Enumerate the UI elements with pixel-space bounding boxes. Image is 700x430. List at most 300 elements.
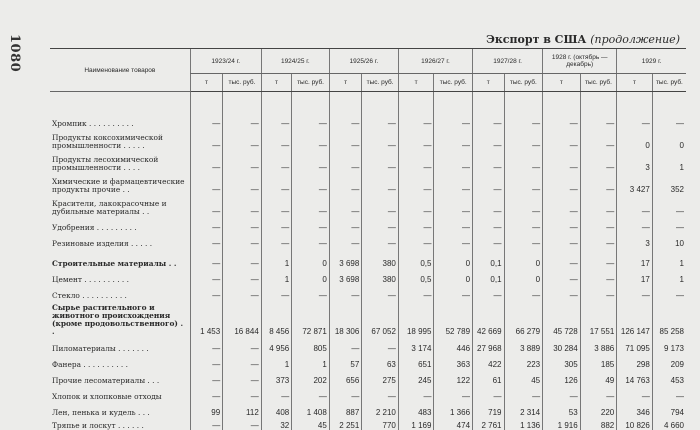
row-value: — <box>190 150 223 172</box>
row-value: 4 660 <box>652 417 686 430</box>
row-value: — <box>504 284 543 300</box>
row-value: 0,1 <box>473 248 504 268</box>
row-label: Хлопок и хлопковые отходы <box>50 385 190 401</box>
row-value: 17 551 <box>580 300 617 336</box>
row-value: 1 <box>292 353 330 369</box>
unit-header: т <box>543 74 581 92</box>
row-value: — <box>543 232 581 248</box>
unit-header: т <box>329 74 362 92</box>
row-value: 1 408 <box>292 401 330 417</box>
row-label: Тряпье и лоскут . . . . . . <box>50 417 190 430</box>
row-value: 805 <box>292 336 330 353</box>
row-value: — <box>329 216 362 232</box>
row-value: — <box>362 128 399 150</box>
row-label: Лен, пенька и кудель . . . <box>50 401 190 417</box>
row-value: — <box>617 194 653 216</box>
table-row <box>50 216 686 232</box>
row-value: — <box>473 232 504 248</box>
table-row <box>50 401 686 417</box>
row-value: 2 314 <box>504 401 543 417</box>
row-value: 882 <box>580 417 617 430</box>
row-value: 0,1 <box>473 268 504 284</box>
row-value: 887 <box>329 401 362 417</box>
row-label: Резиновые изделия . . . . . <box>50 232 190 248</box>
row-value: — <box>292 128 330 150</box>
row-value: — <box>261 216 291 232</box>
name-column-header: Наименование товаров <box>50 49 190 92</box>
row-value: 275 <box>362 369 399 385</box>
row-value: 1 366 <box>434 401 473 417</box>
row-value: 4 956 <box>261 336 291 353</box>
row-value: 1 <box>652 268 686 284</box>
row-value: 0 <box>652 128 686 150</box>
row-value: — <box>434 284 473 300</box>
row-value: — <box>398 172 434 194</box>
year-header: 1927/28 г. <box>473 49 543 74</box>
row-value: — <box>362 336 399 353</box>
table-row <box>50 268 686 284</box>
row-value: 63 <box>362 353 399 369</box>
row-value: 2 761 <box>473 417 504 430</box>
header-title: Экспорт в США <box>486 33 586 46</box>
row-value: — <box>261 284 291 300</box>
row-value: 27 968 <box>473 336 504 353</box>
row-value: — <box>223 150 262 172</box>
unit-header: т <box>473 74 504 92</box>
row-value: — <box>580 110 617 128</box>
row-value: — <box>580 268 617 284</box>
row-value: 112 <box>223 401 262 417</box>
row-value: — <box>543 385 581 401</box>
row-value: — <box>223 268 262 284</box>
row-value: 185 <box>580 353 617 369</box>
year-header: 1924/25 г. <box>261 49 329 74</box>
row-value: — <box>261 232 291 248</box>
table-row <box>50 385 686 401</box>
row-value: 53 <box>543 401 581 417</box>
row-value: — <box>543 194 581 216</box>
row-value: 0 <box>434 268 473 284</box>
row-value: — <box>190 369 223 385</box>
unit-header: тыс. руб. <box>580 74 617 92</box>
row-value: — <box>223 336 262 353</box>
export-table <box>50 48 686 430</box>
row-label: Красители, лакокрасочные и дубильные материалы . . <box>50 194 190 216</box>
row-value: — <box>580 232 617 248</box>
row-value: — <box>329 232 362 248</box>
row-value: — <box>504 150 543 172</box>
row-value: 16 844 <box>223 300 262 336</box>
row-value: — <box>223 385 262 401</box>
row-value: — <box>398 110 434 128</box>
row-value: 223 <box>504 353 543 369</box>
row-value: — <box>434 150 473 172</box>
row-value: — <box>292 110 330 128</box>
unit-header: т <box>261 74 291 92</box>
row-value: — <box>292 232 330 248</box>
row-value: — <box>362 110 399 128</box>
unit-header: тыс. руб. <box>292 74 330 92</box>
row-value: 380 <box>362 268 399 284</box>
row-value: — <box>504 232 543 248</box>
row-value: — <box>652 216 686 232</box>
row-label: Сырье растительного и животного происхождения (кроме продовольственного) . . <box>50 300 190 336</box>
row-label: Продукты коксохимической промышленности . . . . . <box>50 128 190 150</box>
row-value: 45 728 <box>543 300 581 336</box>
row-value: 72 871 <box>292 300 330 336</box>
row-value: — <box>473 194 504 216</box>
table-row <box>50 369 686 385</box>
row-value: — <box>504 110 543 128</box>
row-value: — <box>223 194 262 216</box>
table-row <box>50 353 686 369</box>
row-value: — <box>580 248 617 268</box>
row-value: — <box>261 194 291 216</box>
row-value: 17 <box>617 248 653 268</box>
row-value: — <box>190 128 223 150</box>
year-header: 1928 г. (октябрь — декабрь) <box>543 49 617 74</box>
row-value: 1 <box>652 248 686 268</box>
row-value: 0 <box>617 128 653 150</box>
row-value: 363 <box>434 353 473 369</box>
row-value: 99 <box>190 401 223 417</box>
row-value: — <box>434 128 473 150</box>
row-value: — <box>543 172 581 194</box>
unit-header: тыс. руб. <box>504 74 543 92</box>
row-value: 719 <box>473 401 504 417</box>
row-value: — <box>223 128 262 150</box>
row-value: 17 <box>617 268 653 284</box>
row-value: 422 <box>473 353 504 369</box>
row-value: — <box>580 216 617 232</box>
row-value: 8 456 <box>261 300 291 336</box>
row-label: Прочие лесоматериалы . . . <box>50 369 190 385</box>
row-value: — <box>190 248 223 268</box>
row-value: — <box>223 353 262 369</box>
row-value: 45 <box>504 369 543 385</box>
table-row <box>50 194 686 216</box>
row-value: — <box>617 216 653 232</box>
row-value: 1 <box>652 150 686 172</box>
row-value: 0 <box>504 248 543 268</box>
row-value: 352 <box>652 172 686 194</box>
row-value: — <box>362 194 399 216</box>
row-value: — <box>504 216 543 232</box>
unit-header: тыс. руб. <box>434 74 473 92</box>
row-value: — <box>580 284 617 300</box>
row-label: Стекло . . . . . . . . . . <box>50 284 190 300</box>
row-value: 30 284 <box>543 336 581 353</box>
table-body <box>50 92 686 430</box>
row-value: — <box>504 128 543 150</box>
row-value: 126 <box>543 369 581 385</box>
row-value: 3 427 <box>617 172 653 194</box>
row-value: 1 <box>261 248 291 268</box>
row-value: — <box>223 232 262 248</box>
row-value: 10 <box>652 232 686 248</box>
row-value: — <box>398 194 434 216</box>
row-value: 18 306 <box>329 300 362 336</box>
row-value: 483 <box>398 401 434 417</box>
row-value: — <box>434 216 473 232</box>
row-value: — <box>329 194 362 216</box>
page-header <box>486 33 680 46</box>
row-value: — <box>261 172 291 194</box>
row-value: — <box>190 284 223 300</box>
row-value: — <box>398 232 434 248</box>
row-label: Цемент . . . . . . . . . . <box>50 268 190 284</box>
row-value: — <box>434 385 473 401</box>
spacer-row <box>50 92 686 111</box>
row-value: 474 <box>434 417 473 430</box>
row-value: — <box>292 284 330 300</box>
row-value: — <box>652 385 686 401</box>
row-value: 1 <box>261 353 291 369</box>
row-label: Фанера . . . . . . . . . . <box>50 353 190 369</box>
row-value: 14 763 <box>617 369 653 385</box>
year-header: 1926/27 г. <box>398 49 472 74</box>
row-value: — <box>190 268 223 284</box>
row-label: Удобрения . . . . . . . . . <box>50 216 190 232</box>
row-value: — <box>292 216 330 232</box>
row-value: — <box>434 110 473 128</box>
row-value: — <box>190 385 223 401</box>
row-value: 126 147 <box>617 300 653 336</box>
row-value: 3 174 <box>398 336 434 353</box>
row-value: 2 251 <box>329 417 362 430</box>
row-value: — <box>434 172 473 194</box>
row-value: — <box>543 284 581 300</box>
row-value: 0,5 <box>398 248 434 268</box>
row-value: — <box>223 284 262 300</box>
row-value: 453 <box>652 369 686 385</box>
row-value: 18 995 <box>398 300 434 336</box>
row-value: 0 <box>504 268 543 284</box>
row-value: 220 <box>580 401 617 417</box>
row-value: 3 886 <box>580 336 617 353</box>
table-row <box>50 248 686 268</box>
row-label: Пиломатериалы . . . . . . . <box>50 336 190 353</box>
row-value: — <box>580 172 617 194</box>
row-value: — <box>580 150 617 172</box>
row-value: 2 210 <box>362 401 399 417</box>
row-value: — <box>329 284 362 300</box>
row-value: 3 698 <box>329 268 362 284</box>
row-value: — <box>223 248 262 268</box>
row-value: — <box>543 128 581 150</box>
row-value: — <box>398 284 434 300</box>
row-value: 10 826 <box>617 417 653 430</box>
row-value: — <box>580 385 617 401</box>
table-row <box>50 150 686 172</box>
row-value: 85 258 <box>652 300 686 336</box>
row-value: — <box>362 172 399 194</box>
year-header: 1925/26 г. <box>329 49 398 74</box>
row-value: 408 <box>261 401 291 417</box>
row-value: — <box>473 385 504 401</box>
row-value: — <box>362 284 399 300</box>
row-value: 1 169 <box>398 417 434 430</box>
row-value: 1 453 <box>190 300 223 336</box>
row-value: — <box>434 232 473 248</box>
row-value: 0 <box>292 248 330 268</box>
row-value: 3 889 <box>504 336 543 353</box>
row-value: — <box>190 232 223 248</box>
row-value: — <box>652 194 686 216</box>
row-value: — <box>543 248 581 268</box>
row-value: — <box>473 216 504 232</box>
row-value: 202 <box>292 369 330 385</box>
row-value: 3 <box>617 150 653 172</box>
row-value: — <box>223 216 262 232</box>
row-value: 298 <box>617 353 653 369</box>
row-value: — <box>504 172 543 194</box>
row-value: — <box>617 284 653 300</box>
row-value: 446 <box>434 336 473 353</box>
unit-header: тыс. руб. <box>223 74 262 92</box>
row-value: — <box>543 216 581 232</box>
row-value: — <box>261 128 291 150</box>
year-header: 1923/24 г. <box>190 49 261 74</box>
row-value: 0 <box>292 268 330 284</box>
unit-header: тыс. руб. <box>652 74 686 92</box>
row-value: 66 279 <box>504 300 543 336</box>
row-value: 57 <box>329 353 362 369</box>
row-value: — <box>543 150 581 172</box>
row-value: — <box>504 194 543 216</box>
row-value: — <box>190 172 223 194</box>
row-value: 1 136 <box>504 417 543 430</box>
row-value: 0 <box>434 248 473 268</box>
row-value: 3 <box>617 232 653 248</box>
row-value: — <box>329 172 362 194</box>
row-value: — <box>652 110 686 128</box>
row-value: 794 <box>652 401 686 417</box>
row-value: — <box>362 150 399 172</box>
row-value: — <box>398 128 434 150</box>
row-value: — <box>398 385 434 401</box>
row-value: — <box>329 336 362 353</box>
table-row <box>50 417 686 430</box>
row-value: 346 <box>617 401 653 417</box>
row-value: — <box>473 284 504 300</box>
row-value: — <box>652 284 686 300</box>
row-value: 52 789 <box>434 300 473 336</box>
row-value: — <box>362 385 399 401</box>
table-row <box>50 172 686 194</box>
row-value: — <box>190 336 223 353</box>
row-value: — <box>362 232 399 248</box>
unit-header: т <box>398 74 434 92</box>
row-value: — <box>473 128 504 150</box>
unit-header: тыс. руб. <box>362 74 399 92</box>
row-label: Химические и фармацевтические продукты прочие . . <box>50 172 190 194</box>
row-value: — <box>473 150 504 172</box>
row-value: — <box>398 150 434 172</box>
row-value: 380 <box>362 248 399 268</box>
row-value: 209 <box>652 353 686 369</box>
row-value: — <box>580 128 617 150</box>
row-value: — <box>434 194 473 216</box>
row-value: 656 <box>329 369 362 385</box>
row-value: — <box>190 194 223 216</box>
row-value: 770 <box>362 417 399 430</box>
row-value: — <box>329 385 362 401</box>
row-value: 1 916 <box>543 417 581 430</box>
row-value: — <box>292 172 330 194</box>
row-value: — <box>223 110 262 128</box>
row-value: — <box>617 110 653 128</box>
row-value: — <box>543 110 581 128</box>
row-value: 651 <box>398 353 434 369</box>
row-value: 67 052 <box>362 300 399 336</box>
row-value: — <box>190 417 223 430</box>
row-label: Продукты лесохимической промышленности . . . . <box>50 150 190 172</box>
row-value: — <box>190 353 223 369</box>
row-value: 45 <box>292 417 330 430</box>
row-value: 3 698 <box>329 248 362 268</box>
table-row <box>50 128 686 150</box>
row-value: 42 669 <box>473 300 504 336</box>
row-value: — <box>504 385 543 401</box>
row-value: 9 173 <box>652 336 686 353</box>
row-value: 1 <box>261 268 291 284</box>
table-row <box>50 232 686 248</box>
unit-header: т <box>190 74 223 92</box>
row-value: 245 <box>398 369 434 385</box>
table-row <box>50 300 686 336</box>
row-label: Строительные материалы . . <box>50 248 190 268</box>
row-value: — <box>223 172 262 194</box>
row-value: — <box>329 110 362 128</box>
row-value: 32 <box>261 417 291 430</box>
row-value: 0,5 <box>398 268 434 284</box>
row-value: — <box>580 194 617 216</box>
row-value: 61 <box>473 369 504 385</box>
row-value: — <box>329 150 362 172</box>
table-row <box>50 336 686 353</box>
row-value: — <box>473 110 504 128</box>
year-header-row <box>50 49 686 74</box>
table-row <box>50 284 686 300</box>
row-value: — <box>329 128 362 150</box>
row-value: — <box>362 216 399 232</box>
row-value: — <box>190 216 223 232</box>
row-value: — <box>261 110 291 128</box>
row-value: 49 <box>580 369 617 385</box>
row-value: — <box>292 150 330 172</box>
row-value: — <box>223 369 262 385</box>
row-value: 373 <box>261 369 291 385</box>
row-label: Хромпик . . . . . . . . . . <box>50 110 190 128</box>
row-value: — <box>190 110 223 128</box>
row-value: — <box>223 417 262 430</box>
row-value: — <box>398 216 434 232</box>
row-value: — <box>473 172 504 194</box>
row-value: 122 <box>434 369 473 385</box>
row-value: — <box>261 150 291 172</box>
row-value: 305 <box>543 353 581 369</box>
year-header: 1929 г. <box>617 49 686 74</box>
row-value: — <box>292 385 330 401</box>
row-value: — <box>261 385 291 401</box>
row-value: — <box>543 268 581 284</box>
row-value: — <box>292 194 330 216</box>
unit-header: т <box>617 74 653 92</box>
page-number: 1080 <box>7 34 22 72</box>
row-value: — <box>617 385 653 401</box>
table-row <box>50 110 686 128</box>
